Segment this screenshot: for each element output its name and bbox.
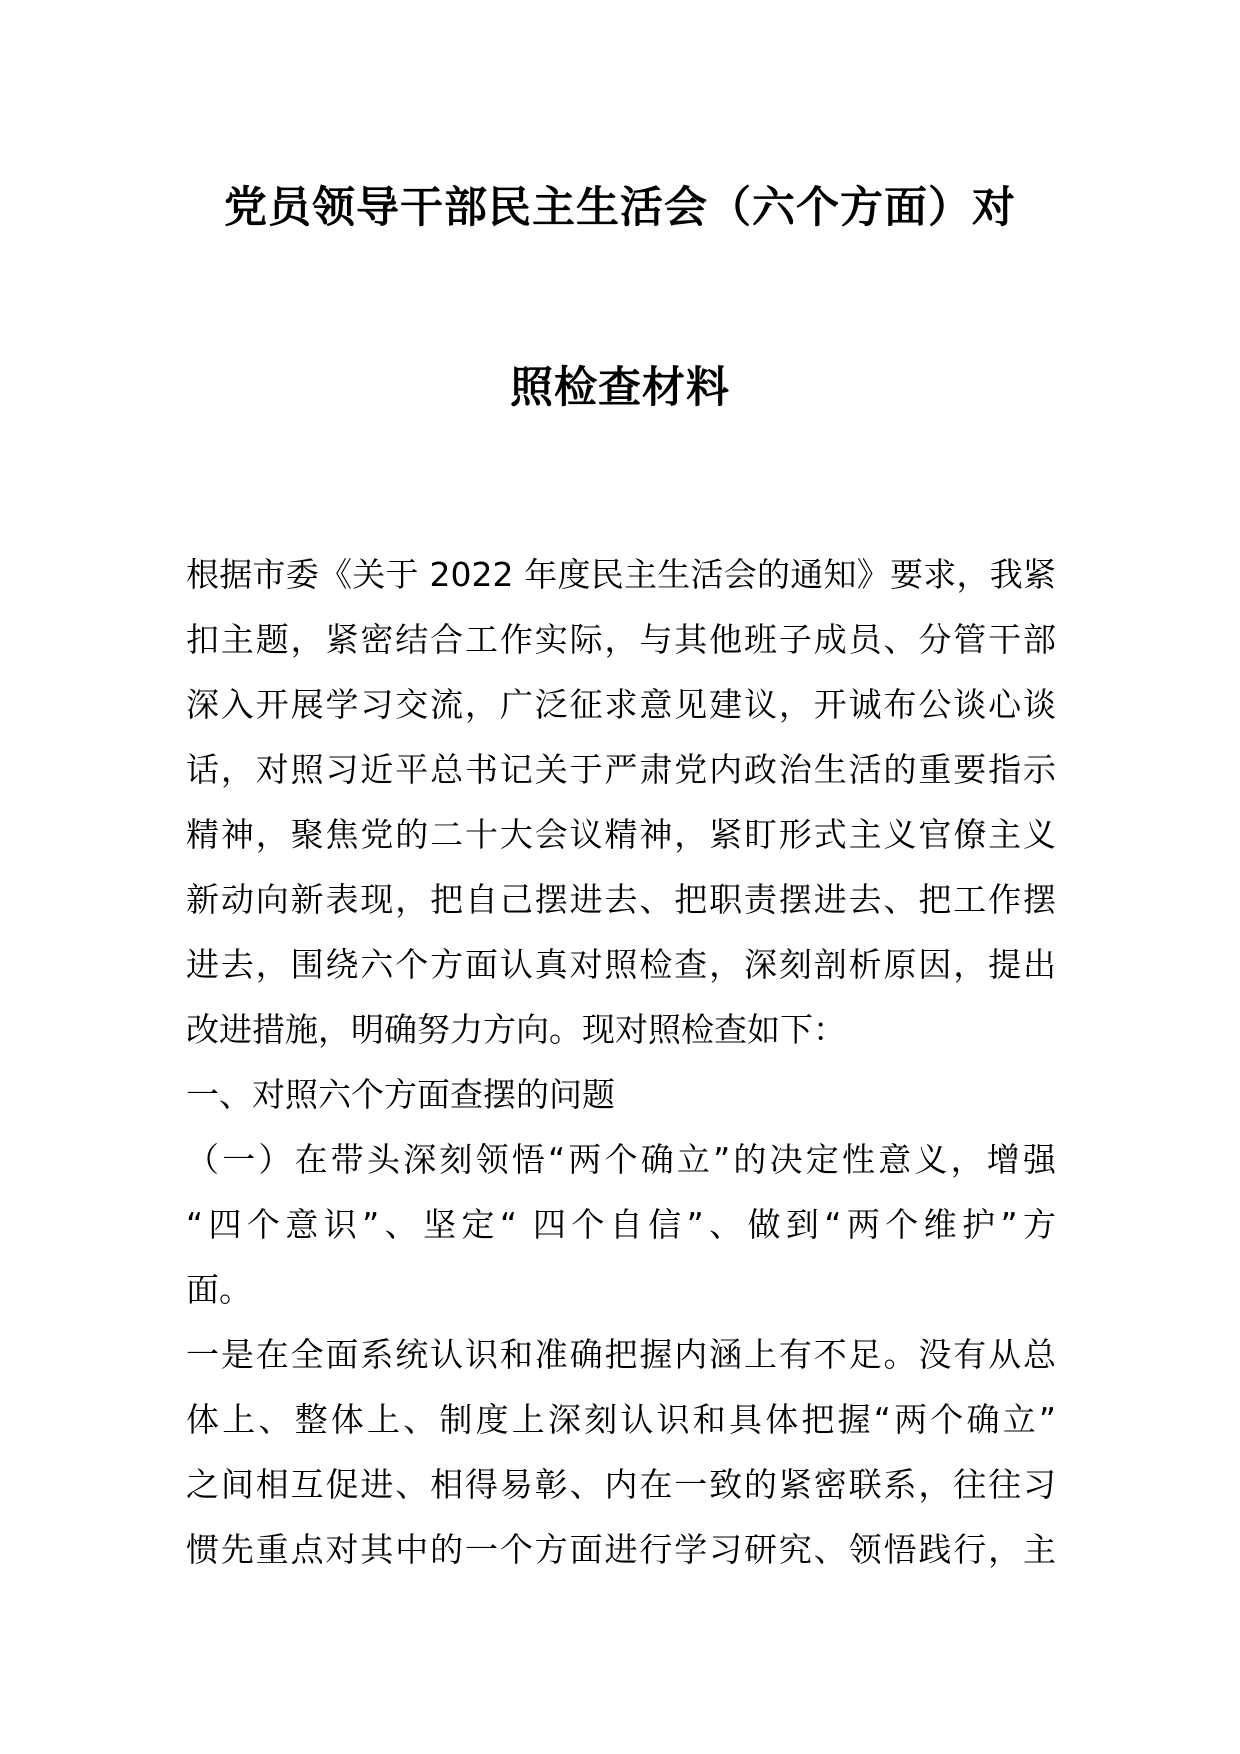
body-line: 之间相互促进、相得易彰、内在一致的紧密联系，往往习 [186, 1465, 1056, 1504]
body-line: 精神，聚焦党的二十大会议精神，紧盯形式主义官僚主义 [186, 815, 1056, 854]
body-line: 进去，围绕六个方面认真对照检查，深刻剖析原因，提出 [186, 945, 1056, 984]
body-line: 惯先重点对其中的一个方面进行学习研究、领悟践行，主 [186, 1530, 1056, 1569]
body-line: 扣主题，紧密结合工作实际，与其他班子成员、分管干部 [186, 620, 1056, 659]
document-title-line-2: 照检查材料 [510, 363, 730, 413]
subsection-heading-line: （一）在带头深刻领悟“两个确立”的决定性意义，增强 [186, 1140, 1056, 1179]
document-body [186, 542, 1056, 1582]
body-line: 话，对照习近平总书记关于严肃党内政治生活的重要指示 [186, 750, 1056, 789]
body-line: 深入开展学习交流，广泛征求意见建议，开诚布公谈心谈 [186, 685, 1056, 724]
body-line: 一是在全面系统认识和准确把握内涵上有不足。没有从总 [186, 1335, 1056, 1374]
section-heading: 一、对照六个方面查摆的问题 [186, 1075, 615, 1114]
body-line: 根据市委《关于 2022 年度民主生活会的通知》要求，我紧 [186, 555, 1056, 594]
body-line: 新动向新表现，把自己摆进去、把职责摆进去、把工作摆 [186, 880, 1056, 919]
subsection-heading-line: 面。 [186, 1270, 252, 1309]
subsection-heading-line: “四个意识”、坚定“ 四个自信”、做到“两个维护”方 [186, 1205, 1056, 1244]
body-line: 改进措施，明确努力方向。现对照检查如下： [186, 1010, 846, 1049]
body-line: 体上、整体上、制度上深刻认识和具体把握“两个确立” [186, 1400, 1056, 1439]
document-title-line-1: 党员领导干部民主生活会（六个方面）对 [224, 183, 1016, 233]
